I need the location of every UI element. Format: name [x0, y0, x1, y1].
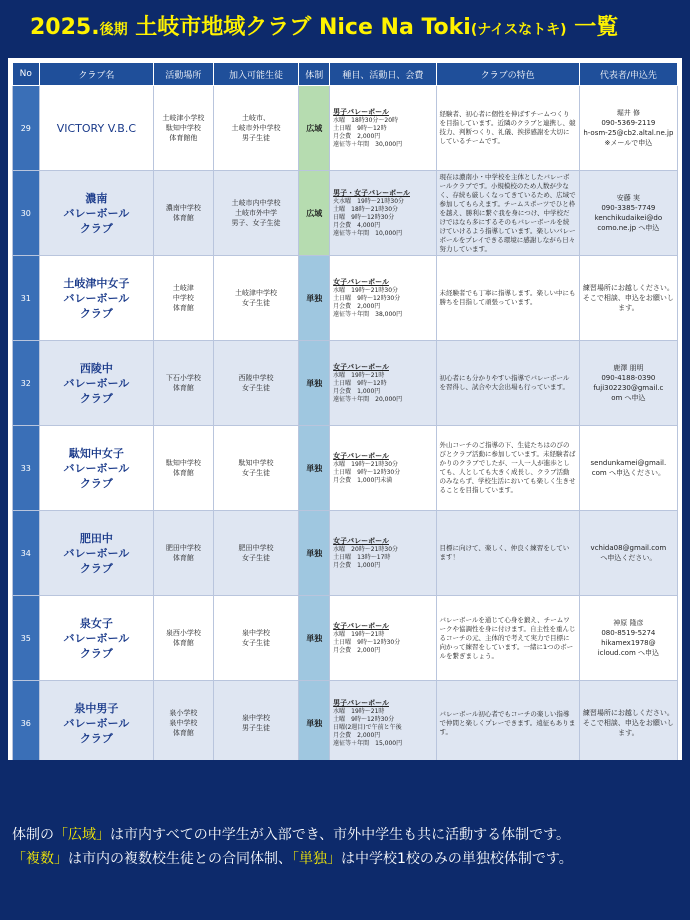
club-feature: 未経験者でも丁寧に指導します。楽しい中にも勝ちを目指して頑張っています。: [436, 256, 579, 341]
club-number: 35: [13, 596, 40, 681]
club-name: 泉女子 バレーボール クラブ: [39, 596, 154, 681]
schedule-line: 日曜 9時～12時30分: [333, 213, 395, 221]
schedule-line: 土日曜 9時～12時30分: [333, 468, 401, 476]
footer-line-2: [12, 848, 573, 868]
club-name: 濃南 バレーボール クラブ: [39, 171, 154, 256]
club-name: VICTORY V.B.C: [39, 86, 154, 171]
eligible-students: 土岐市、 土岐市外中学校 男子生徒: [213, 86, 299, 171]
eligible-students: 駄知中学校 女子生徒: [213, 426, 299, 511]
club-number: 30: [13, 171, 40, 256]
title-kana: (ナイスなトキ): [470, 22, 567, 38]
schedule-cell: [330, 341, 436, 426]
col-header: クラブ名: [39, 63, 154, 86]
schedule-line: 遠征等＋年間 10,000円: [333, 229, 403, 237]
page-title: [30, 10, 618, 41]
eligible-students: 泉中学校 女子生徒: [213, 596, 299, 681]
contact-cell: 堀井 修 090-5369-2119 h-osm-25@cb2.altal.ne.jp ※メールで申込: [579, 86, 677, 171]
schedule-line: 水曜 19時～21時: [333, 371, 385, 379]
table-row: [13, 681, 678, 766]
table-row: [13, 86, 678, 171]
system-badge: 広域: [299, 86, 330, 171]
club-name: 西陵中 バレーボール クラブ: [39, 341, 154, 426]
schedule-line: 月会費 2,000円: [333, 646, 381, 654]
schedule-cell: [330, 256, 436, 341]
schedule-line: 水曜 18時30分～20時: [333, 116, 399, 124]
title-year: 2025.: [30, 15, 100, 40]
schedule-line: 水曜 19時～21時30分: [333, 460, 399, 468]
schedule-cell: [330, 681, 436, 766]
schedule-line: 遠征等＋年間 20,000円: [333, 395, 403, 403]
eligible-students: 肥田中学校 女子生徒: [213, 511, 299, 596]
schedule-line: 土日曜 9時～12時30分: [333, 638, 401, 646]
club-name: 駄知中女子 バレーボール クラブ: [39, 426, 154, 511]
schedule-line: 火水曜 19時～21時30分: [333, 197, 405, 205]
schedule-line: 遠征等＋年間 30,000円: [333, 140, 403, 148]
table-row: [13, 341, 678, 426]
activity-place: 濃南中学校 体育館: [154, 171, 213, 256]
schedule-line: 水曜 19時～21時30分: [333, 286, 399, 294]
club-feature: 外山コーチのご指導の下、生徒たちはのびのびとクラブ活動に参加しています。未経験者ばかりのクラブでしたが、一人一人が進歩としても、人としても大きく成長し、クラブ活動のみならず、学校生活においても楽しく生きせることを目指しています。: [436, 426, 579, 511]
schedule-line: 月会費 2,000円: [333, 132, 381, 140]
schedule-cell: [330, 511, 436, 596]
table-row: [13, 256, 678, 341]
event-title: 女子バレーボール: [333, 277, 389, 286]
col-header: 加入可能生徒: [213, 63, 299, 86]
club-table: [12, 62, 678, 766]
event-title: 女子バレーボール: [333, 621, 389, 630]
club-feature: 経験者、初心者に個性を伸ばすチームつくりを目指しています。近隣のクラブと連携し、競技力、判断つくり、礼儀、挨拶感謝を大切にしているチームです。: [436, 86, 579, 171]
activity-place: 泉西小学校 体育館: [154, 596, 213, 681]
club-feature: バレーボール初心者でもコーチの楽しい指導で仲間と楽しくプレーできます。遠征もあります。: [436, 681, 579, 766]
schedule-line: 水曜 20時～21時30分: [333, 545, 399, 553]
eligible-students: 土岐津中学校 女子生徒: [213, 256, 299, 341]
footer-note: [0, 760, 690, 920]
col-header: 種目、活動日、会費: [330, 63, 436, 86]
event-title: 女子バレーボール: [333, 362, 389, 371]
title-term: 後期: [99, 22, 128, 38]
club-number: 34: [13, 511, 40, 596]
activity-place: 土岐津 中学校 体育館: [154, 256, 213, 341]
contact-cell: vchida08@gmail.com へ申込ください。: [579, 511, 677, 596]
col-header: No: [13, 63, 40, 86]
contact-cell: 鹿澤 朋明 090-4188-0390 fuji302230@gmail.c om へ申込: [579, 341, 677, 426]
club-number: 29: [13, 86, 40, 171]
club-feature: 初心者にも分かりやすい指導でバレーボールを習得し、試合や大会出場も行っています。: [436, 341, 579, 426]
col-header: 体制: [299, 63, 330, 86]
event-title: 男子バレーボール: [333, 698, 389, 707]
title-brand: Nice Na Toki: [318, 15, 471, 40]
title-tail: 一覧: [574, 15, 619, 40]
club-number: 36: [13, 681, 40, 766]
schedule-line: 水曜 19時～21時: [333, 630, 385, 638]
title-main: 土岐市地域クラブ: [135, 15, 312, 40]
activity-place: 肥田中学校 体育館: [154, 511, 213, 596]
col-header: 代表者/申込先: [579, 63, 677, 86]
footer-text: は中学校1校のみの単独校体制です。: [341, 851, 573, 867]
schedule-cell: [330, 426, 436, 511]
table-row: [13, 596, 678, 681]
system-badge: 単独: [299, 341, 330, 426]
schedule-line: 月会費 1,000円: [333, 561, 381, 569]
schedule-line: 土日曜 9時～12時30分: [333, 294, 401, 302]
schedule-line: 土日曜 9時～12時: [333, 124, 387, 132]
schedule-line: 月会費 4,000円: [333, 221, 381, 229]
club-number: 31: [13, 256, 40, 341]
page-header: [0, 0, 690, 52]
schedule-line: 遠征等＋年間 15,000円: [333, 739, 403, 747]
contact-cell: 練習場所にお越しください。そこで相談、申込をお願いします。: [579, 256, 677, 341]
contact-cell: 神原 隆彦 080-8519-5274 hikamex1978@ icloud.com へ申込: [579, 596, 677, 681]
schedule-cell: [330, 86, 436, 171]
schedule-line: 土日曜 13時～17時: [333, 553, 391, 561]
schedule-line: 月会費 1,000円: [333, 387, 381, 395]
schedule-line: 月会費 2,000円: [333, 731, 381, 739]
footer-text: は市内の複数校生徒との合同体制、: [68, 851, 292, 867]
system-badge: 単独: [299, 426, 330, 511]
contact-cell: 安藤 実 090-3385-7749 kenchikudaikei@do como.ne.jp へ申込: [579, 171, 677, 256]
footer-term-multi: 「複数」: [12, 851, 68, 867]
club-feature: バレーボールを通じて心身を鍛え、チームワークや協調性を身に付けます。自主性を重んじるコーチの元、主体的で考えて実力で目標に向かって練習をしています。一緒に1つのボールを繋ぎましょう。: [436, 596, 579, 681]
activity-place: 駄知中学校 体育館: [154, 426, 213, 511]
activity-place: 泉小学校 泉中学校 体育館: [154, 681, 213, 766]
col-header: 活動場所: [154, 63, 213, 86]
system-badge: 単独: [299, 681, 330, 766]
schedule-line: 水曜 19時～21時: [333, 707, 385, 715]
club-number: 32: [13, 341, 40, 426]
event-title: 男子・女子バレーボール: [333, 188, 410, 197]
club-name: 土岐津中女子 バレーボール クラブ: [39, 256, 154, 341]
activity-place: 土岐津小学校 駄知中学校 体育館他: [154, 86, 213, 171]
system-badge: 単独: [299, 511, 330, 596]
table-row: [13, 426, 678, 511]
schedule-line: 土日曜 9時～12時: [333, 379, 387, 387]
contact-cell: 練習場所にお越しください。そこで相談、申込をお願いします。: [579, 681, 677, 766]
schedule-line: 土曜 18時～21時30分: [333, 205, 399, 213]
eligible-students: 土岐市内中学校 土岐市外中学 男子、女子生徒: [213, 171, 299, 256]
table-row: [13, 511, 678, 596]
club-feature: 目標に向けて、楽しく、仲良く練習をしています！: [436, 511, 579, 596]
system-badge: 広域: [299, 171, 330, 256]
schedule-line: 月会費 1,000円未満: [333, 476, 393, 484]
club-list-panel: [8, 58, 682, 760]
contact-cell: sendunkamei@gmail. com へ申込ください。: [579, 426, 677, 511]
club-name: 泉中男子 バレーボール クラブ: [39, 681, 154, 766]
schedule-line: 土曜 9時～12時30分: [333, 715, 395, 723]
event-title: 女子バレーボール: [333, 451, 389, 460]
system-badge: 単独: [299, 596, 330, 681]
footer-text: 体制の: [12, 827, 54, 843]
system-badge: 単独: [299, 256, 330, 341]
schedule-cell: [330, 596, 436, 681]
footer-line-1: [12, 824, 570, 844]
eligible-students: 泉中学校 男子生徒: [213, 681, 299, 766]
eligible-students: 西陵中学校 女子生徒: [213, 341, 299, 426]
schedule-cell: [330, 171, 436, 256]
col-header: クラブの特色: [436, 63, 579, 86]
footer-text: は市内すべての中学生が入部でき、市外中学生も共に活動する体制です。: [110, 827, 571, 843]
footer-term-single: 「単独」: [292, 851, 341, 867]
footer-term-wide: 「広域」: [54, 827, 110, 843]
club-feature: 現在は濃南小・中学校を主体としたバレーボールクラブです。小規模校のため人数が少なく、存続も厳しくなってきているため、広域で参加してもらえます。チームスポーツでひと枠を越え、勝利に繋ぐ我を身につけ、中学校だけではなら多にするそのもバレーボールを続けていけるよう指導しています。楽しいバレーボールをプレイできる環境に感謝しながら日々努力しています。: [436, 171, 579, 256]
event-title: 女子バレーボール: [333, 536, 389, 545]
schedule-line: 遠征等＋年間 38,000円: [333, 310, 403, 318]
event-title: 男子バレーボール: [333, 107, 389, 116]
schedule-line: 月会費 2,000円: [333, 302, 381, 310]
table-header-row: [13, 63, 678, 86]
club-name: 肥田中 バレーボール クラブ: [39, 511, 154, 596]
activity-place: 下石小学校 体育館: [154, 341, 213, 426]
club-number: 33: [13, 426, 40, 511]
schedule-line: 日曜(2週目)で午前と午後: [333, 723, 402, 731]
table-row: [13, 171, 678, 256]
